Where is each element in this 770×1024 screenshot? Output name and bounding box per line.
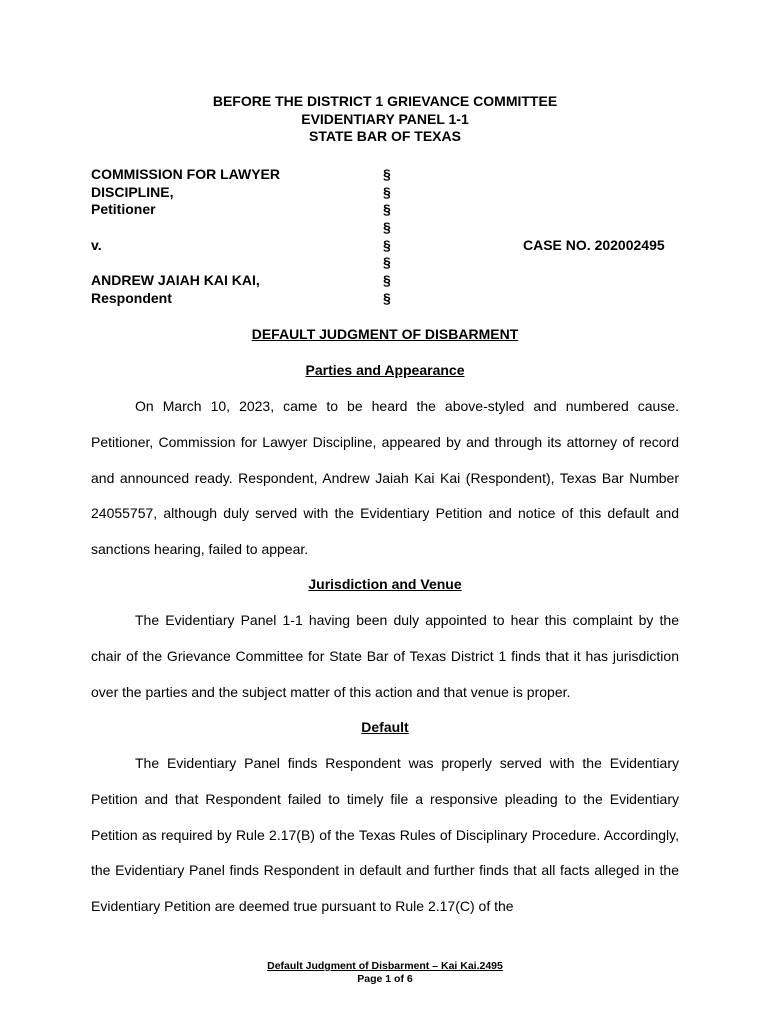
section-symbol: § [383,289,391,306]
case-caption-parties [91,166,280,308]
paragraph-parties-and-appearance: On March 10, 2023, came to be heard the above-styled and numbered cause. Petitioner, Commission for Lawyer Discipline, appeared by and through its attorney of record and announced ready. Respondent, Andrew Jaiah Kai Kai (Respondent), Texas Bar Number 24055757, although duly served with the Evidentiary Petition and notice of this default and sanctions hearing, failed to appear. [91,398,679,558]
document-title: DEFAULT JUDGMENT OF DISBARMENT [251,326,519,342]
section-symbol: § [383,166,391,182]
court-header [0,93,770,146]
header-line-panel: EVIDENTIARY PANEL 1-1 [301,110,469,127]
footer-page-number: Page 1 of 6 [357,973,413,985]
footer-document-name: Default Judgment of Disbarment – Kai Kai.2495 [267,960,503,972]
heading-default: Default [361,719,409,735]
section-symbol: § [383,254,391,271]
heading-jurisdiction-and-venue: Jurisdiction and Venue [308,576,462,592]
section-symbol: § [383,272,391,289]
versus: v. [91,236,102,253]
paragraph-default: The Evidentiary Panel finds Respondent was properly served with the Evidentiary Petition and that Respondent failed to timely file a responsive pleading to the Evidentiary Petition as required by Rule 2.17(B) of the Texas Rules of Disciplinary Procedure. Accordingly, the Evidentiary Panel finds Respondent in default and further finds that all facts alleged in the Evidentiary Petition are deemed true pursuant to Rule 2.17(C) of the [91,755,679,915]
petitioner-role: Petitioner [91,201,156,218]
header-line-state-bar: STATE BAR OF TEXAS [309,128,461,144]
section-symbol: § [383,219,391,236]
petitioner-name-line2: DISCIPLINE, [91,183,174,200]
respondent-role: Respondent [91,289,172,306]
case-number: CASE NO. 202002495 [523,237,665,253]
petitioner-name-line1: COMMISSION FOR LAWYER [91,166,280,182]
section-symbol: § [383,201,391,218]
section-symbol: § [383,236,391,253]
section-symbol: § [383,183,391,200]
heading-parties-and-appearance: Parties and Appearance [305,362,465,378]
respondent-name: ANDREW JAIAH KAI KAI, [91,272,260,289]
header-line-committee: BEFORE THE DISTRICT 1 GRIEVANCE COMMITTEE [212,93,558,109]
section-symbol-column [383,166,391,308]
page-footer [0,960,770,986]
paragraph-jurisdiction-and-venue: The Evidentiary Panel 1-1 having been duly appointed to hear this complaint by the chair of the Grievance Committee for State Bar of Texas District 1 finds that it has jurisdiction over the parties and the subject matter of this action and that venue is proper. [91,612,679,700]
